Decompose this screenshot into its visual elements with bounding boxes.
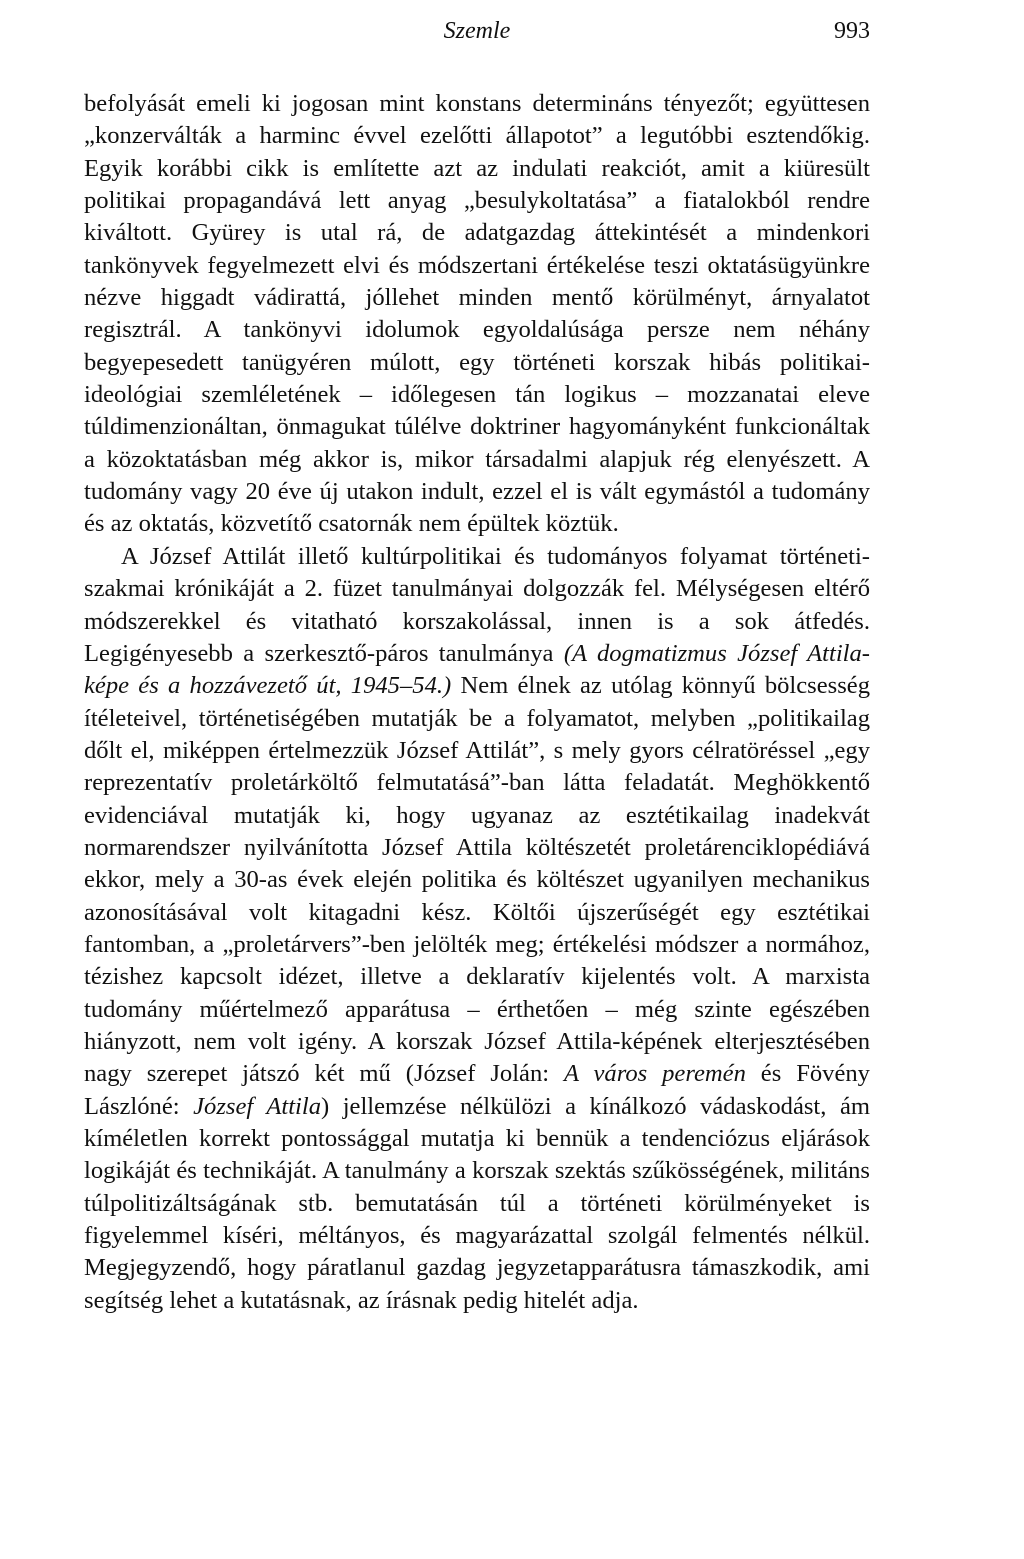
- paragraph: [84, 541, 870, 1317]
- running-head: [84, 18, 870, 58]
- paragraph-text: A József Attilát illető kultúrpolitikai és tudományos folyamat történeti-szakmai krónikáját a 2. füzet tanulmányai dolgozzák fel. Mélységesen eltérő módszerekkel és vitatható korszakolással, innen is a sok átfedés. Legigényesebb a szerkesztő-páros tanulmánya: [84, 542, 870, 667]
- cited-title: József Attila: [193, 1092, 321, 1120]
- paragraph-text: ) jellemzése nélkülözi a kínálkozó vádaskodást, ám kíméletlen korrekt pontossággal mutatja ki bennük a tendenciózus eljárások logikáját és technikáját. A tanulmány a korszak szektás szűkösségének, militáns túlpolitizáltságának stb. bemutatásán túl a történeti körülményeket is figyelemmel kíséri, méltányos, és magyarázattal szolgál felmentés nélkül. Megjegyzendő, hogy páratlanul gazdag jegyzetapparátusra támaszkodik, ami segítség lehet a kutatásnak, az írásnak pedig hitelét adja.: [84, 1092, 870, 1314]
- paragraph: [84, 88, 870, 541]
- running-title: Szemle: [443, 18, 511, 44]
- page-number: 993: [834, 18, 870, 44]
- cited-title: (A dogmatizmus József Attila-képe és a hozzávezető út, 1945–54.): [84, 639, 871, 700]
- paragraph-text: befolyását emeli ki jogosan mint konstans determináns tényezőt; együttesen „konzerválták a harminc évvel ezelőtti állapotot” a legutóbbi esztendőkig. Egyik korábbi cikk is említette azt az indulati reakciót, amit a kiüresült politikai propagandává lett anyag „besulykoltatása” a fiatalokból rendre kiváltott. Gyürey is utal rá, de adatgazdag áttekintését a mindenkori tankönyvek fegyelmezett elvi és módszertani értékelése teszi oktatásügyünkre nézve higgadt vádirattá, jóllehet minden mentő körülményt, árnyalatot regisztrál. A tankönyvi idolumok egyoldalúsága persze nem néhány begyepesedett tanügyéren múlott, egy történeti korszak hibás politikai-ideológiai szemléletének – időlegesen tán logikus – mozzanatai eleve túldimenzionáltan, önmagukat túlélve doktriner hagyományként funkcionáltak a közoktatásban még akkor is, mikor társadalmi alapjuk rég elenyészett. A tudomány vagy 20 éve új utakon indult, ezzel el is vált egymástól a tudomány és az oktatás, közvetítő csatornák nem épültek köztük.: [84, 90, 870, 538]
- article-body: [84, 88, 870, 1317]
- paragraph-text: Nem élnek az utólag könnyű bölcsesség ítéleteivel, történetiségében mutatják be a folyamatot, melyben „politikailag dőlt el, miképpen értelmezzük József Attilát”, s mely gyors célratöréssel „egy reprezentatív proletárköltő felmutatásá”-ban látta feladatát. Meghökkentő evidenciával mutatják ki, hogy ugyanaz az esztétikailag inadekvát normarendszer nyilvánította József Attila költészetét proletárenciklopédiává ekkor, mely a 30-as évek elején politika és költészet ugyanilyen mechanikus azonosításával volt kitagadni kész. Költői újszerűségét egy esztétikai fantomban, a „proletárvers”-ben jelölték meg; értékelési módszer a normához, tézishez kapcsolt idézet, illetve a deklaratív kijelentés volt. A marxista tudomány műértelmező apparátusa – érthetően – még szinte egészében hiányzott, nem volt igény. A korszak József Attila-képének elterjesztésében nagy szerepet játszó két mű (József Jolán:: [84, 672, 870, 1088]
- paragraph-text: és Fövény Lászlóné:: [84, 1060, 870, 1120]
- page: [84, 18, 870, 1317]
- cited-title: A város peremén: [563, 1060, 746, 1088]
